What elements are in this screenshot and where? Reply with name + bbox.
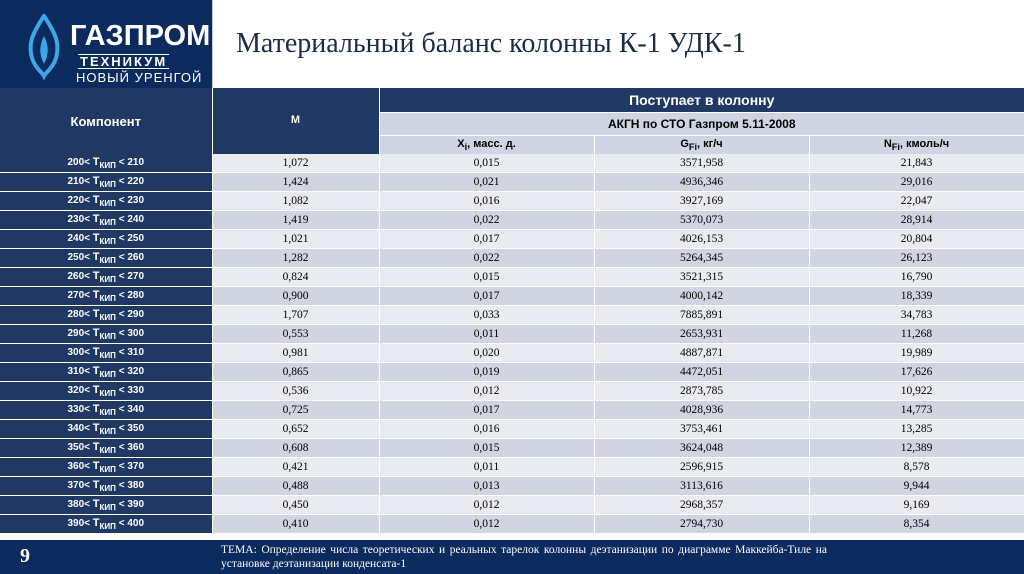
row-label: $260< T_{КИП} < 270$: [0, 268, 212, 287]
header-m: М: [212, 88, 379, 154]
cell-x: 0,019: [379, 363, 594, 382]
row-label: $310< T_{КИП} < 320$: [0, 363, 212, 382]
cell-m: 1,419: [212, 211, 379, 230]
row-label: $380< T_{КИП} < 390$: [0, 496, 212, 515]
cell-g: 4028,936: [594, 401, 809, 420]
cell-g: 3753,461: [594, 420, 809, 439]
cell-x: 0,011: [379, 325, 594, 344]
cell-m: 0,536: [212, 382, 379, 401]
table-row: [0, 496, 1024, 515]
cell-m: 1,707: [212, 306, 379, 325]
logo: [0, 0, 212, 92]
cell-x: 0,012: [379, 515, 594, 534]
row-label: $210< T_{КИП} < 220$: [0, 173, 212, 192]
cell-x: 0,012: [379, 496, 594, 515]
title-divider: [212, 0, 213, 92]
gazprom-flame-icon: [22, 14, 66, 80]
row-label: $390< T_{КИП} < 400$: [0, 515, 212, 534]
page-number: 9: [20, 545, 30, 567]
header-component: Компонент: [0, 88, 212, 154]
cell-g: 2653,931: [594, 325, 809, 344]
cell-n: 14,773: [809, 401, 1024, 420]
table-row: [0, 192, 1024, 211]
cell-n: 19,989: [809, 344, 1024, 363]
table-row: [0, 363, 1024, 382]
cell-n: 17,626: [809, 363, 1024, 382]
logo-name: ГАЗПРОМ: [70, 20, 211, 52]
cell-g: 3571,958: [594, 154, 809, 173]
table-row: [0, 230, 1024, 249]
cell-m: 1,072: [212, 154, 379, 173]
cell-m: 0,725: [212, 401, 379, 420]
cell-x: 0,011: [379, 458, 594, 477]
cell-x: 0,017: [379, 287, 594, 306]
cell-g: 5264,345: [594, 249, 809, 268]
cell-m: 0,553: [212, 325, 379, 344]
cell-n: 9,169: [809, 496, 1024, 515]
table-body: [0, 154, 1024, 534]
row-label: $200< T_{КИП} < 210$: [0, 154, 212, 173]
cell-m: 0,608: [212, 439, 379, 458]
row-label: $350< T_{КИП} < 360$: [0, 439, 212, 458]
table-row: [0, 211, 1024, 230]
row-label: $220< T_{КИП} < 230$: [0, 192, 212, 211]
cell-m: 1,082: [212, 192, 379, 211]
header-g: $G_{Fi}$, кг/ч: [594, 136, 809, 155]
cell-g: 2596,915: [594, 458, 809, 477]
page-title: Материальный баланс колонны К-1 УДК-1: [236, 28, 746, 59]
row-label: $270< T_{КИП} < 280$: [0, 287, 212, 306]
cell-n: 26,123: [809, 249, 1024, 268]
table-row: [0, 268, 1024, 287]
cell-m: 0,652: [212, 420, 379, 439]
row-label: $370< T_{КИП} < 380$: [0, 477, 212, 496]
table-row: [0, 344, 1024, 363]
cell-g: 3927,169: [594, 192, 809, 211]
row-label: $300< T_{КИП} < 310$: [0, 344, 212, 363]
cell-g: 2794,730: [594, 515, 809, 534]
cell-n: 20,804: [809, 230, 1024, 249]
table-row: [0, 287, 1024, 306]
table-row: [0, 477, 1024, 496]
row-label: $340< T_{КИП} < 350$: [0, 420, 212, 439]
cell-g: 4000,142: [594, 287, 809, 306]
cell-g: 5370,073: [594, 211, 809, 230]
cell-x: 0,022: [379, 211, 594, 230]
logo-subtitle: ТЕХНИКУМ: [80, 54, 168, 69]
cell-n: 11,268: [809, 325, 1024, 344]
cell-g: 4936,346: [594, 173, 809, 192]
cell-g: 4887,871: [594, 344, 809, 363]
cell-g: 2873,785: [594, 382, 809, 401]
cell-n: 13,285: [809, 420, 1024, 439]
cell-x: 0,016: [379, 420, 594, 439]
cell-m: 1,424: [212, 173, 379, 192]
row-label: $330< T_{КИП} < 340$: [0, 401, 212, 420]
cell-x: 0,021: [379, 173, 594, 192]
logo-city: НОВЫЙ УРЕНГОЙ: [76, 70, 203, 85]
cell-n: 29,016: [809, 173, 1024, 192]
cell-x: 0,017: [379, 230, 594, 249]
row-label: $360< T_{КИП} < 370$: [0, 458, 212, 477]
cell-n: 22,047: [809, 192, 1024, 211]
cell-g: 3521,315: [594, 268, 809, 287]
table-row: [0, 173, 1024, 192]
cell-n: 9,944: [809, 477, 1024, 496]
cell-x: 0,015: [379, 154, 594, 173]
table-row: [0, 249, 1024, 268]
cell-x: 0,017: [379, 401, 594, 420]
cell-x: 0,022: [379, 249, 594, 268]
row-label: $250< T_{КИП} < 260$: [0, 249, 212, 268]
cell-n: 21,843: [809, 154, 1024, 173]
cell-n: 10,922: [809, 382, 1024, 401]
table-row: [0, 382, 1024, 401]
cell-g: 3113,616: [594, 477, 809, 496]
cell-m: 1,021: [212, 230, 379, 249]
header-n: $N_{Fi}$, кмоль/ч: [809, 136, 1024, 155]
table-row: [0, 515, 1024, 534]
cell-m: 0,410: [212, 515, 379, 534]
cell-m: 0,824: [212, 268, 379, 287]
table-row: [0, 439, 1024, 458]
cell-m: 0,900: [212, 287, 379, 306]
row-label: $290< T_{КИП} < 300$: [0, 325, 212, 344]
cell-m: 0,450: [212, 496, 379, 515]
cell-g: 2968,357: [594, 496, 809, 515]
header-akgn: АКГН по СТО Газпром 5.11-2008: [379, 113, 1024, 136]
cell-m: 0,865: [212, 363, 379, 382]
header-incoming: Поступает в колонну: [379, 88, 1024, 113]
cell-x: 0,015: [379, 439, 594, 458]
table-row: [0, 306, 1024, 325]
cell-x: 0,012: [379, 382, 594, 401]
cell-n: 34,783: [809, 306, 1024, 325]
cell-n: 16,790: [809, 268, 1024, 287]
cell-x: 0,015: [379, 268, 594, 287]
row-label: $230< T_{КИП} < 240$: [0, 211, 212, 230]
cell-m: 1,282: [212, 249, 379, 268]
table-row: [0, 458, 1024, 477]
row-label: $320< T_{КИП} < 330$: [0, 382, 212, 401]
cell-m: 0,488: [212, 477, 379, 496]
cell-g: 3624,048: [594, 439, 809, 458]
cell-g: 4472,051: [594, 363, 809, 382]
cell-n: 8,578: [809, 458, 1024, 477]
cell-x: 0,020: [379, 344, 594, 363]
cell-n: 28,914: [809, 211, 1024, 230]
cell-g: 7885,891: [594, 306, 809, 325]
row-label: $280< T_{КИП} < 290$: [0, 306, 212, 325]
table-row: [0, 325, 1024, 344]
table-row: [0, 420, 1024, 439]
cell-n: 18,339: [809, 287, 1024, 306]
balance-table: [0, 88, 1024, 534]
footer-topic: ТЕМА: Определение числа теоретических и реальных тарелок колонны деэтанизации по диаграмме Маккейба-Тиле на установке деэтанизации конденсата-1: [221, 544, 827, 570]
cell-n: 8,354: [809, 515, 1024, 534]
cell-x: 0,013: [379, 477, 594, 496]
header-x: $X_i$, масс. д.: [379, 136, 594, 155]
cell-n: 12,389: [809, 439, 1024, 458]
cell-x: 0,016: [379, 192, 594, 211]
cell-x: 0,033: [379, 306, 594, 325]
cell-g: 4026,153: [594, 230, 809, 249]
table-row: [0, 401, 1024, 420]
cell-m: 0,421: [212, 458, 379, 477]
cell-m: 0,981: [212, 344, 379, 363]
table-row: [0, 154, 1024, 173]
row-label: $240< T_{КИП} < 250$: [0, 230, 212, 249]
